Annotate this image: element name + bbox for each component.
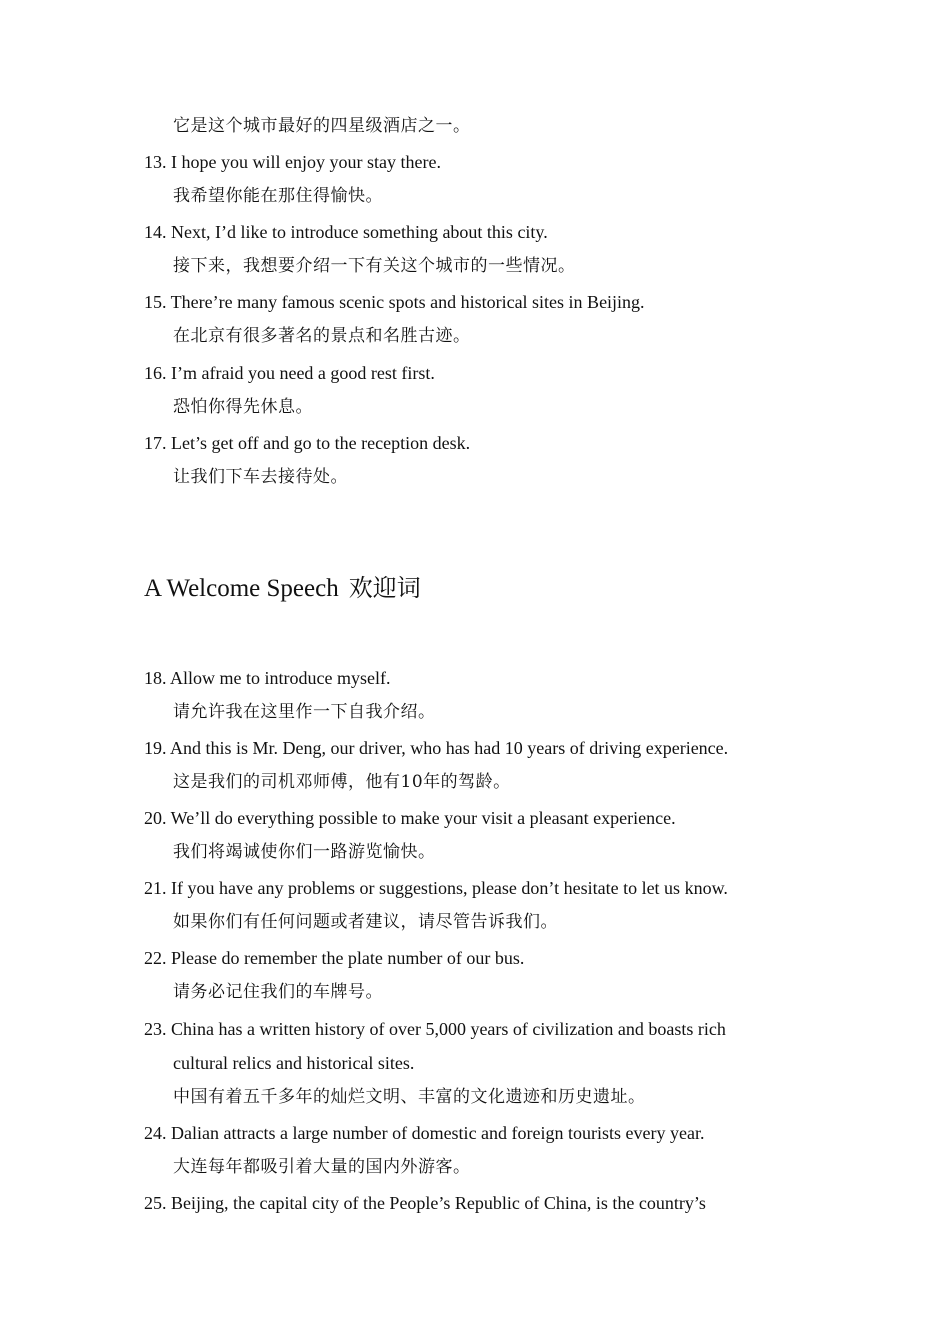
translation-24: 大连每年都吸引着大量的国内外游客。 <box>173 1157 471 1177</box>
sentence-21: 21. If you have any problems or suggestions, please don’t hesitate to let us know. <box>144 878 728 898</box>
sentence-13: 13. I hope you will enjoy your stay there. <box>144 152 441 172</box>
translation-18: 请允许我在这里作一下自我介绍。 <box>173 702 436 722</box>
translation-21: 如果你们有任何问题或者建议，请尽管告诉我们。 <box>173 912 558 932</box>
sentence-20: 20. We’ll do everything possible to make your visit a pleasant experience. <box>144 808 676 828</box>
translation-22: 请务必记住我们的车牌号。 <box>173 982 383 1002</box>
translation-13: 我希望你能在那住得愉快。 <box>173 186 383 206</box>
translation-14: 接下来，我想要介绍一下有关这个城市的一些情况。 <box>173 256 576 276</box>
translation-line: 它是这个城市最好的四星级酒店之一。 <box>173 116 471 136</box>
sentence-17: 17. Let’s get off and go to the reception desk. <box>144 433 471 453</box>
section-heading-en: A Welcome Speech <box>144 575 339 602</box>
sentence-14: 14. Next, I’d like to introduce something about this city. <box>144 222 548 242</box>
translation-19: 这是我们的司机邓师傅，他有10年的驾龄。 <box>173 772 511 792</box>
sentence-22: 22. Please do remember the plate number of our bus. <box>144 948 525 968</box>
sentence-19: 19. And this is Mr. Deng, our driver, who has had 10 years of driving experience. <box>144 738 729 758</box>
section-heading <box>144 572 421 605</box>
sentence-23-continued: cultural relics and historical sites. <box>173 1053 415 1073</box>
translation-15: 在北京有很多著名的景点和名胜古迹。 <box>173 326 471 346</box>
translation-20: 我们将竭诚使你们一路游览愉快。 <box>173 842 436 862</box>
sentence-23: 23. China has a written history of over 5,000 years of civilization and boasts rich <box>144 1019 726 1039</box>
sentence-15: 15. There’re many famous scenic spots and historical sites in Beijing. <box>144 292 645 312</box>
sentence-16: 16. I’m afraid you need a good rest first. <box>144 363 435 383</box>
sentence-25: 25. Beijing, the capital city of the People’s Republic of China, is the country’s <box>144 1193 706 1213</box>
sentence-24: 24. Dalian attracts a large number of domestic and foreign tourists every year. <box>144 1123 705 1143</box>
sentence-18: 18. Allow me to introduce myself. <box>144 668 391 688</box>
translation-23: 中国有着五千多年的灿烂文明、丰富的文化遗迹和历史遗址。 <box>173 1087 646 1107</box>
section-heading-zh: 欢迎词 <box>348 574 421 602</box>
translation-16: 恐怕你得先休息。 <box>173 397 313 417</box>
translation-17: 让我们下车去接待处。 <box>173 467 348 487</box>
